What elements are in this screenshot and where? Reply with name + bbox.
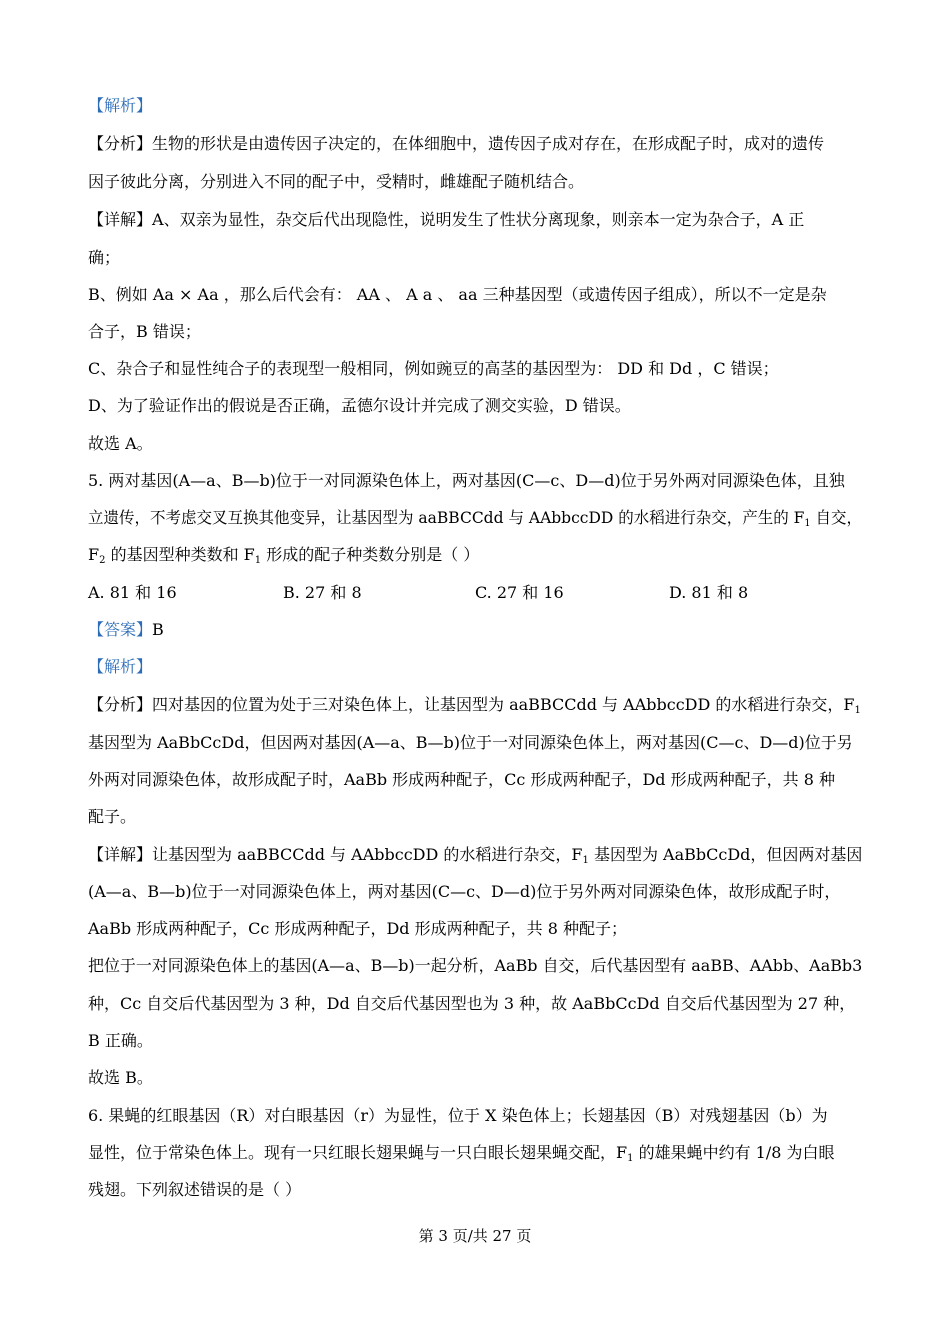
q5-stem-2a: 立遗传，不考虑交叉互换其他变异，让基因型为 aaBBCCdd 与 AAbbccDD 的水稻进行杂交，产生的 F: [88, 508, 805, 527]
q5-option-c: C. 27 和 16: [475, 583, 564, 602]
q4-xiangjie-text-1: A、双亲为显性，杂交后代出现隐性，说明发生了性状分离现象，则亲本一定为杂合子，A 正: [152, 210, 805, 229]
q6-stem-2sub: 1: [627, 1153, 634, 1164]
q4-option-b-line-2: 合子，B 错误；: [88, 322, 201, 341]
q5-stem-2b: 自交，: [810, 508, 863, 527]
q5-fenxi-1a: 四对基因的位置为处于三对染色体上，让基因型为 aaBBCCdd 与 AAbbccDD 的水稻进行杂交，F: [152, 695, 855, 714]
q6-stem-2a: 显性，位于常染色体上。现有一只红眼长翅果蝇与一只白眼长翅果蝇交配，F: [88, 1143, 628, 1162]
q5-stem-line-2: [88, 508, 862, 534]
q4-fenxi-text-1: 生物的形状是由遗传因子决定的，在体细胞中，遗传因子成对存在，在形成配子时，成对的遗传: [152, 134, 825, 153]
q5-option-a: A. 81 和 16: [88, 583, 177, 602]
q5-fenxi-line-3: 外两对同源染色体，故形成配子时，AaBb 形成两种配子，Cc 形成两种配子，Dd 形成两种配子，共 8 种: [88, 770, 835, 789]
q5-stem-2sub: 1: [804, 518, 811, 529]
q6-stem-2b: 的雄果蝇中约有 1/8 为白眼: [633, 1143, 835, 1162]
q6-stem-line-3: 残翅。下列叙述错误的是（ ）: [88, 1180, 302, 1199]
q5-fenxi-line-1: [88, 695, 861, 721]
q4-xiangjie-line-1: [88, 210, 804, 230]
q5-xiangjie-line-5: 种，Cc 自交后代基因型为 3 种，Dd 自交后代基因型也为 3 种，故 AaBbCcDd 自交后代基因型为 27 种，: [88, 994, 856, 1013]
q4-option-d-line: D、为了验证作出的假说是否正确，孟德尔设计并完成了测交实验，D 错误。: [88, 396, 631, 415]
q5-stem-line-3: [88, 545, 479, 571]
q5-xiangjie-1a: 让基因型为 aaBBCCdd 与 AAbbccDD 的水稻进行杂交，F: [152, 845, 583, 864]
q5-stem-3sub2: 1: [254, 555, 262, 566]
q5-fenxi-line-4: 配子。: [88, 807, 137, 826]
q5-option-d: D. 81 和 8: [669, 583, 749, 602]
q5-option-b: B. 27 和 8: [283, 583, 362, 602]
q5-xiangjie-line-6: B 正确。: [88, 1031, 153, 1050]
page-number: 第 3 页/共 27 页: [418, 1227, 532, 1245]
q4-conclusion: 故选 A。: [88, 434, 153, 453]
q5-jiexi-label: 【解析】: [88, 657, 153, 676]
q5-xiangjie-line-3: AaBb 形成两种配子，Cc 形成两种配子，Dd 形成两种配子，共 8 种配子；: [88, 919, 627, 938]
q4-option-c-line: C、杂合子和显性纯合子的表现型一般相同，例如豌豆的高茎的基因型为： DD 和 Dd ，C 错误；: [88, 359, 779, 378]
q5-stem-3c: 形成的配子种类数分别是（ ）: [261, 545, 480, 564]
q5-conclusion: 故选 B。: [88, 1068, 153, 1087]
fenxi-label: 【分析】: [88, 134, 153, 153]
q5-xiangjie-label: 【详解】: [88, 845, 153, 864]
q5-xiangjie-1sub: 1: [582, 855, 589, 866]
q5-stem-3sub1: 2: [99, 555, 106, 566]
jiexi-label: 【解析】: [88, 96, 153, 115]
q5-fenxi-1sub: 1: [854, 705, 861, 716]
q5-stem-3b: 的基因型种类数和 F: [105, 545, 255, 564]
q5-stem-3a: F: [88, 545, 100, 564]
q6-stem-line-2: [88, 1143, 835, 1169]
q4-fenxi-line-1: [88, 134, 824, 154]
q6-stem-line-1: 6. 果蝇的红眼基因（R）对白眼基因（r）为显性，位于 X 染色体上；长翅基因（B）对残翅基因（b）为: [88, 1106, 828, 1125]
q4-xiangjie-line-2: 确；: [88, 248, 121, 267]
xiangjie-label: 【详解】: [88, 210, 153, 229]
q4-option-b-line-1: B、例如 Aa × Aa ，那么后代会有： AA 、 A a 、 aa 三种基因型（或遗传因子组成），所以不一定是杂: [88, 285, 827, 304]
q5-fenxi-line-2: 基因型为 AaBbCcDd，但因两对基因(A—a、B—b)位于一对同源染色体上，两对基因(C—c、D—d)位于另: [88, 733, 853, 752]
q5-xiangjie-1b: 基因型为 AaBbCcDd，但因两对基因: [588, 845, 863, 864]
q5-xiangjie-line-2: (A—a、B—b)位于一对同源染色体上，两对基因(C—c、D—d)位于另外两对同源染色体，故形成配子时，: [88, 882, 841, 901]
q5-fenxi-label: 【分析】: [88, 695, 153, 714]
q5-stem-line-1: 5. 两对基因(A—a、B—b)位于一对同源染色体上，两对基因(C—c、D—d)位于另外两对同源染色体，且独: [88, 471, 845, 490]
q5-xiangjie-line-4: 把位于一对同源染色体上的基因(A—a、B—b)一起分析，AaBb 自交，后代基因型有 aaBB、AAbb、AaBb3: [88, 956, 863, 975]
q4-fenxi-line-2: 因子彼此分离，分别进入不同的配子中，受精时，雌雄配子随机结合。: [88, 172, 585, 191]
q5-xiangjie-line-1: [88, 845, 862, 871]
q5-answer-line: [88, 620, 164, 640]
daan-label: 【答案】: [88, 620, 153, 639]
q5-answer: B: [152, 620, 164, 639]
